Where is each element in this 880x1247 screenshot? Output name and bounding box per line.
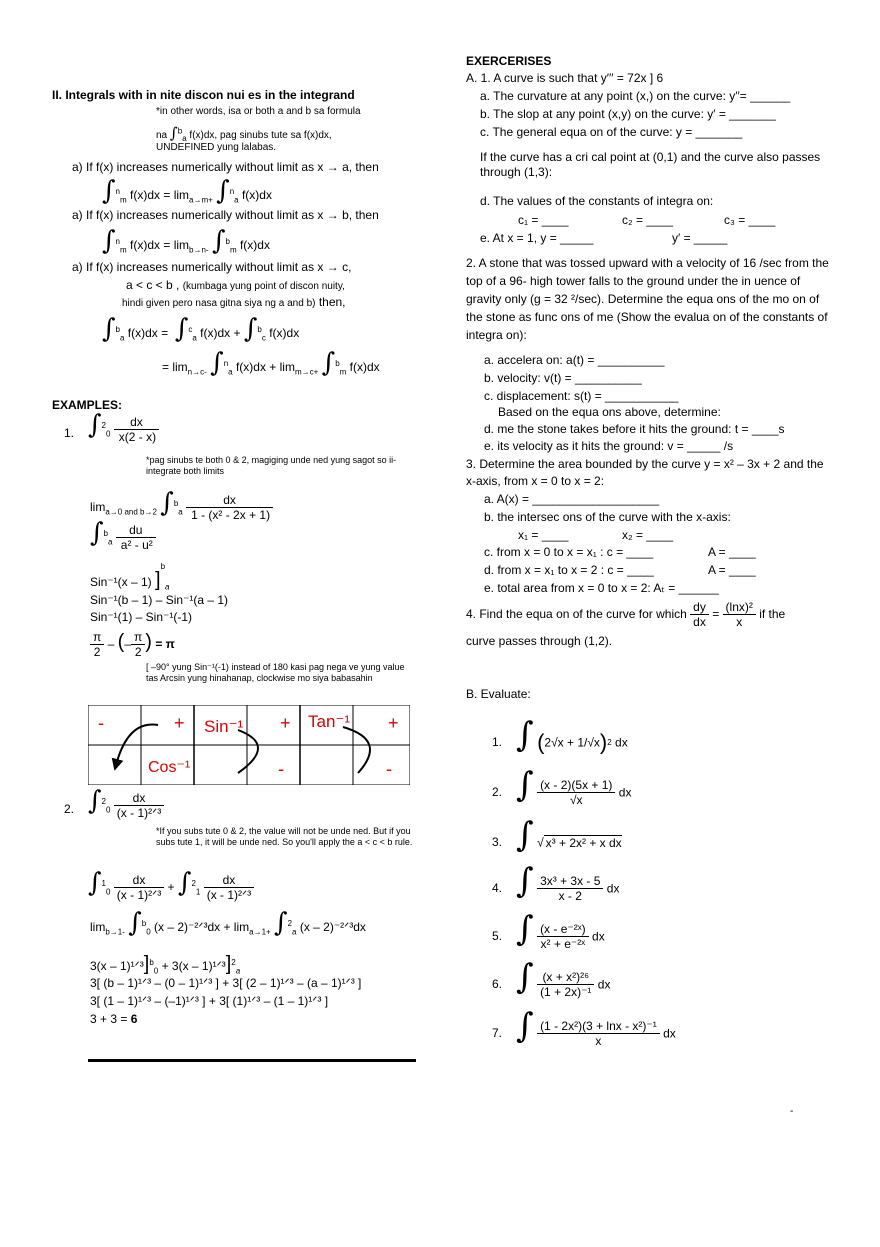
exercise-a2-based: Based on the equa ons above, determine: xyxy=(498,405,721,419)
example-1-integral: ∫$^2_0$ $\frac{dx}{x(2 - x)}$ xyxy=(88,412,159,445)
exercise-a1d-c1: c₁ = ____ xyxy=(518,213,569,227)
exercise-a2: 2. A stone that was tossed upward with a velocity of 16 /sec from the top of a 96- high tower falls to the ground under the in uence of gravity only (g = 32 ²/sec). Determine the equa ons of the mo on of the stone as func ons of me (Show the evalua on of the constants of integra on): xyxy=(466,256,829,342)
exercise-a1b: b. The slop at any point (x,y) on the curve: y′ = _______ xyxy=(480,107,776,121)
case-a-equation: ∫$^n_m$ $f(x)dx = \lim_{a\to m+} \int^n_a$ f(x)dx xyxy=(102,176,272,206)
case-c-line3: hindi given pero nasa gitna siya ng a and b) then, xyxy=(122,295,346,309)
exercises-title: EXERCERISES xyxy=(466,54,552,68)
evaluate-title: B. Evaluate: xyxy=(466,687,531,701)
case-c-text: a) If f(x) increases numerically without limit as x → c, xyxy=(72,260,352,274)
evaluate-1-number: 1. xyxy=(492,735,503,749)
exercise-a3c-area: A = ____ xyxy=(708,545,756,559)
horizontal-rule xyxy=(88,1059,416,1062)
fig-plus-3: + xyxy=(388,713,399,733)
example-1-step-3: Sin⁻¹(x – 1) ]$^b_a$ xyxy=(90,562,170,592)
note-3: UNDEFINED yung lalabas. xyxy=(156,142,277,153)
exercise-a3d: d. from x = x₁ to x = 2 : c = ____ xyxy=(484,563,654,577)
case-c-line2: a < c < b , (kumbaga yung point of discon nuity, xyxy=(126,278,345,292)
evaluate-1-expr: ∫ (2√x + 1/√x)2 dx xyxy=(516,715,628,755)
note-1: *in other words, isa or both a and b sa formula xyxy=(156,106,361,117)
exercise-a1d: d. The values of the constants of integra on: xyxy=(480,194,714,208)
exercise-a1c: c. The general equa on of the curve: y = _______ xyxy=(480,125,743,139)
example-2-note: *If you subs tute 0 & 2, the value will not be unde ned. But if you subs tute 1, it will be unde ned. So you'll apply the a < c < b rule. xyxy=(156,826,413,848)
example-1-note: *pag sinubs te both 0 & 2, magiging unde ned yung sagot so ii-integrate both limits xyxy=(146,455,397,477)
exercise-a1e: e. At x = 1, y = _____ xyxy=(480,231,594,245)
section-title: II. Integrals with in nite discon nui es in the integrand xyxy=(52,88,355,102)
example-2-number: 2. xyxy=(64,802,75,816)
fig-sin-label: Sin⁻¹ xyxy=(204,717,244,736)
example-2-step-4: 3[ (b – 1)¹ᐟ³ – (0 – 1)¹ᐟ³ ] + 3[ (2 – 1)¹ᐟ³ – (a – 1)¹ᐟ³ ] xyxy=(90,976,362,990)
fig-minus-1: - xyxy=(98,713,104,733)
case-c-equation-2: = $\lim_{n\to c-} \int^n_a$ $f(x)dx + \lim_{m\to c+} \int^b_m$ f(x)dx xyxy=(162,348,380,378)
exercise-a1e-y: y′ = _____ xyxy=(672,231,728,245)
fig-cos-label: Cos⁻¹ xyxy=(148,759,191,776)
example-2-integral: ∫$^2_0$ $\frac{dx}{\text{(x - 1)²ᐟ³}}$ xyxy=(88,788,164,821)
evaluate-3-number: 3. xyxy=(492,835,503,849)
example-1-limit: $\lim_{a\to 0 and b\to 2} \int^b_a$ $\frac{dx}{\text{1 - (x² - 2x + 1)}}$ xyxy=(90,490,273,523)
evaluate-6-number: 6. xyxy=(492,977,503,991)
footer-mark: - xyxy=(790,1106,794,1117)
exercise-a1d-c3: c₃ = ____ xyxy=(724,213,776,227)
examples-title: EXAMPLES: xyxy=(52,398,123,412)
note-2: na ∫$^b_a$ f(x)dx, pag sinubs tute sa f(x)dx, xyxy=(156,124,332,143)
exercise-a2e: e. its velocity as it hits the ground: v = _____ /s xyxy=(484,439,734,453)
exercise-a3b: b. the intersec ons of the curve with the x-axis: xyxy=(484,510,731,524)
example-2-step-1: ∫$^1_0$ $\frac{dx}{\text{(x - 1)²ᐟ³}}$ + ∫$^2_1$ $\frac{dx}{\text{(x - 1)²ᐟ³}}$ xyxy=(88,870,254,903)
example-2-step-5: 3[ (1 – 1)¹ᐟ³ – (–1)¹ᐟ³ ] + 3[ (1)¹ᐟ³ – (1 – 1)¹ᐟ³ ] xyxy=(90,994,329,1008)
example-2-result: 3 + 3 = 6 xyxy=(90,1012,138,1026)
example-1-step-4: Sin⁻¹(b – 1) – Sin⁻¹(a – 1) xyxy=(90,593,229,607)
fig-tan-label: Tan⁻¹ xyxy=(308,712,351,731)
exercise-a3b-x1: x₁ = ____ xyxy=(518,528,569,542)
exercise-a3e: e. total area from x = 0 to x = 2: Aₜ = ______ xyxy=(484,581,719,595)
example-2-step-2: $\lim_{b\to 1-} \int^b_0$ (x – 2)⁻²ᐟ³dx + $\lim_{a\to 1+} \int^2_a$ (x – 2)⁻²ᐟ³dx xyxy=(90,908,366,938)
fig-minus-3: - xyxy=(386,759,392,779)
evaluate-7-number: 7. xyxy=(492,1026,503,1040)
exercise-a1-paragraph: If the curve has a cri cal point at (0,1) and the curve also passes through (1,3): xyxy=(480,150,821,179)
evaluate-2-expr: ∫ $\frac{(x - 2)(5x + 1)}{√x}$ dx xyxy=(516,765,632,808)
exercise-a1d-c2: c₂ = ____ xyxy=(622,213,674,227)
evaluate-3-expr: ∫ √ x³ + 2x² + x dx xyxy=(516,815,622,855)
exercise-a3: 3. Determine the area bounded by the curve y = x² – 3x + 2 and the x-axis, from x = 0 to x = 2: xyxy=(466,457,824,489)
evaluate-5-number: 5. xyxy=(492,929,503,943)
case-a-text: a) If f(x) increases numerically without limit as x → a, then xyxy=(72,160,379,174)
exercise-a1: A. 1. A curve is such that y′′′ = 72x ] 6 xyxy=(466,71,664,85)
case-b-equation: ∫$^n_m$ $f(x)dx = \lim_{b\to n-} \int^b_m$ f(x)dx xyxy=(102,226,270,256)
example-1-note-2: [ –90° yung Sin⁻¹(-1) instead of 180 kasi pag nega ve yung value tas Arcsin yung hinahanap, clockwise mo siya babasahin xyxy=(146,662,405,684)
evaluate-5-expr: ∫ $\frac{\text{(x - e⁻²ˣ)}}{\text{x² + e⁻²ˣ}}$ dx xyxy=(516,909,605,952)
fig-plus-1: + xyxy=(174,713,185,733)
integral-sign: ∫ xyxy=(102,176,116,206)
exercise-a2a: a. accelera on: a(t) = __________ xyxy=(484,353,665,367)
evaluate-6-expr: ∫ $\frac{\text{(x + x²)²⁶}}{\text{(1 + 2x)⁻¹}}$ dx xyxy=(516,957,611,1000)
fig-minus-2: - xyxy=(278,759,284,779)
evaluate-2-number: 2. xyxy=(492,785,503,799)
exercise-a2c: c. displacement: s(t) = ___________ xyxy=(484,389,679,403)
evaluate-7-expr: ∫ $\frac{\text{(1 - 2x²)(3 + lnx - x²)⁻¹}}{x}$ dx xyxy=(516,1006,676,1049)
example-2-step-3: 3(x – 1)¹ᐟ³]$^b_0$ + 3(x – 1)¹ᐟ³]$^2_a$ xyxy=(90,953,241,976)
inverse-trig-quadrant-figure xyxy=(88,705,410,785)
exercise-a1a: a. The curvature at any point (x,) on the curve: y′′= ______ xyxy=(480,89,791,103)
exercise-a3a: a. A(x) = ___________________ xyxy=(484,492,660,506)
exercise-a3c: c. from x = 0 to x = x₁ : c = ____ xyxy=(484,545,654,559)
exercise-a3b-x2: x₂ = ____ xyxy=(622,528,674,542)
exercise-a2d: d. me the stone takes before it hits the ground: t = ____s xyxy=(484,422,785,436)
exercise-a4-line2: curve passes through (1,2). xyxy=(466,634,613,648)
example-1-step-2: ∫$^b_a$ $\frac{du}{\text{a² - u²}}$ xyxy=(90,520,156,553)
evaluate-4-number: 4. xyxy=(492,881,503,895)
case-b-text: a) If f(x) increases numerically without limit as x → b, then xyxy=(72,208,379,222)
exercise-a2b: b. velocity: v(t) = __________ xyxy=(484,371,642,385)
example-1-number: 1. xyxy=(64,426,75,440)
example-1-result: $\frac{\pi}{2}$ – (– $\frac{\pi}{2}$ ) = π xyxy=(90,630,175,660)
example-1-step-5: Sin⁻¹(1) – Sin⁻¹(-1) xyxy=(90,610,193,624)
exercise-a3d-area: A = ____ xyxy=(708,563,756,577)
case-c-equation-1: ∫$^b_a$ f(x)dx = ∫$^c_a$ f(x)dx + ∫$^b_c$ f(x)dx xyxy=(102,314,300,344)
exercise-a4: 4. Find the equa on of the curve for which $\frac{dy}{dx}$ = $\frac{\text{(lnx)²}}{x}$ if the xyxy=(466,600,786,630)
fig-plus-2: + xyxy=(280,713,291,733)
evaluate-4-expr: ∫ $\frac{\text{3x³ + 3x - 5}}{x - 2}$ dx xyxy=(516,861,620,904)
